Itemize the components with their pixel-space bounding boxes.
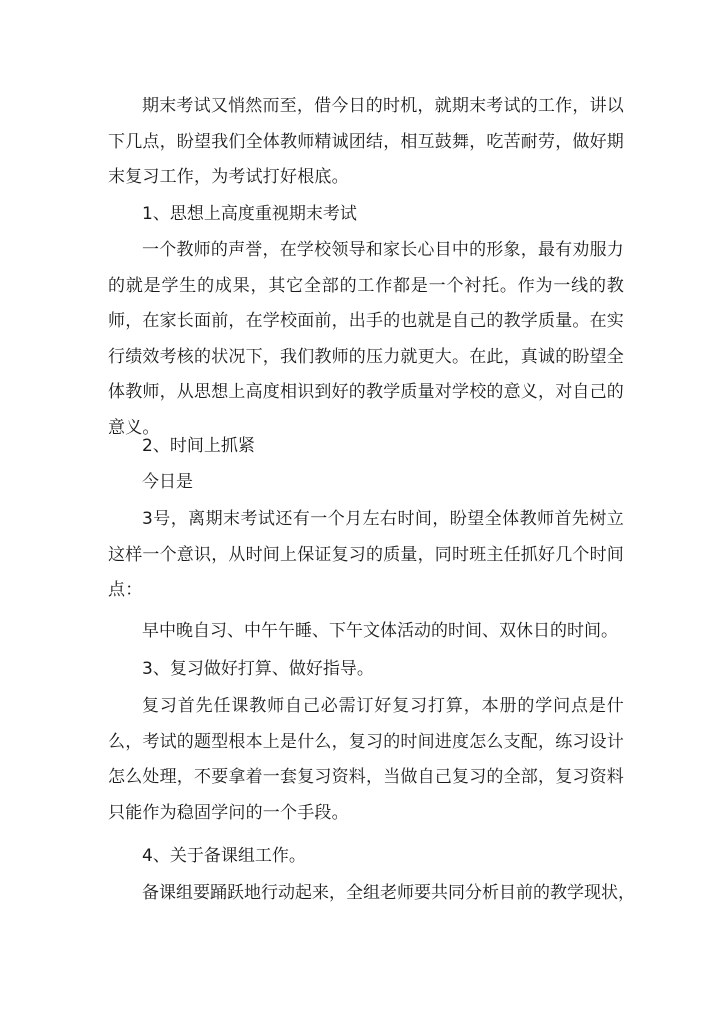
section-2-date-line: 今日是 (142, 472, 193, 492)
section-3-heading: 3、复习做好打算、做好指导。 (142, 659, 374, 679)
section-4-heading: 4、关于备课组工作。 (142, 846, 306, 866)
schedule-points-line: 早中晚自习、中午午睡、下午文体活动的时间、双休日的时间。 (142, 621, 618, 641)
intro-paragraph: 期末考试又悄然而至，借今日的时机，就期末考试的工作，讲以下几点，盼望我们全体教师精诚团结，相互鼓舞，吃苦耐劳，做好期末复习工作，为考试打好根底。 (108, 96, 624, 188)
section-1-paragraph: 一个教师的声誉，在学校领导和家长心目中的形象，最有劝服力的就是学生的成果，其它全部的工作都是一个衬托。作为一线的教师，在家长面前，在学校面前，出手的也就是自己的教学质量。在实行绩效考核的状况下，我们教师的压力就更大。在此，真诚的盼望全体教师，从思想上高度相识到好的教学质量对学校的意义，对自己的意义。 (108, 240, 624, 438)
section-3-paragraph: 复习首先任课教师自己必需订好复习打算，本册的学问点是什么，考试的题型根本上是什么，复习的时间进度怎么支配，练习设计怎么处理，不要拿着一套复习资料，当做自己复习的全部，复习资料只能作为稳固学问的一个手段。 (108, 696, 624, 823)
section-1-heading: 1、思想上高度重视期末考试 (142, 204, 357, 224)
section-2-paragraph: 3号，离期末考试还有一个月左右时间，盼望全体教师首先树立这样一个意识，从时间上保证复习的质量，同时班主任抓好几个时间点： (108, 509, 624, 601)
section-4-paragraph: 备课组要踊跃地行动起来，全组老师要共同分析目前的教学现状， (142, 883, 635, 903)
section-2-heading: 2、时间上抓紧 (142, 436, 255, 456)
